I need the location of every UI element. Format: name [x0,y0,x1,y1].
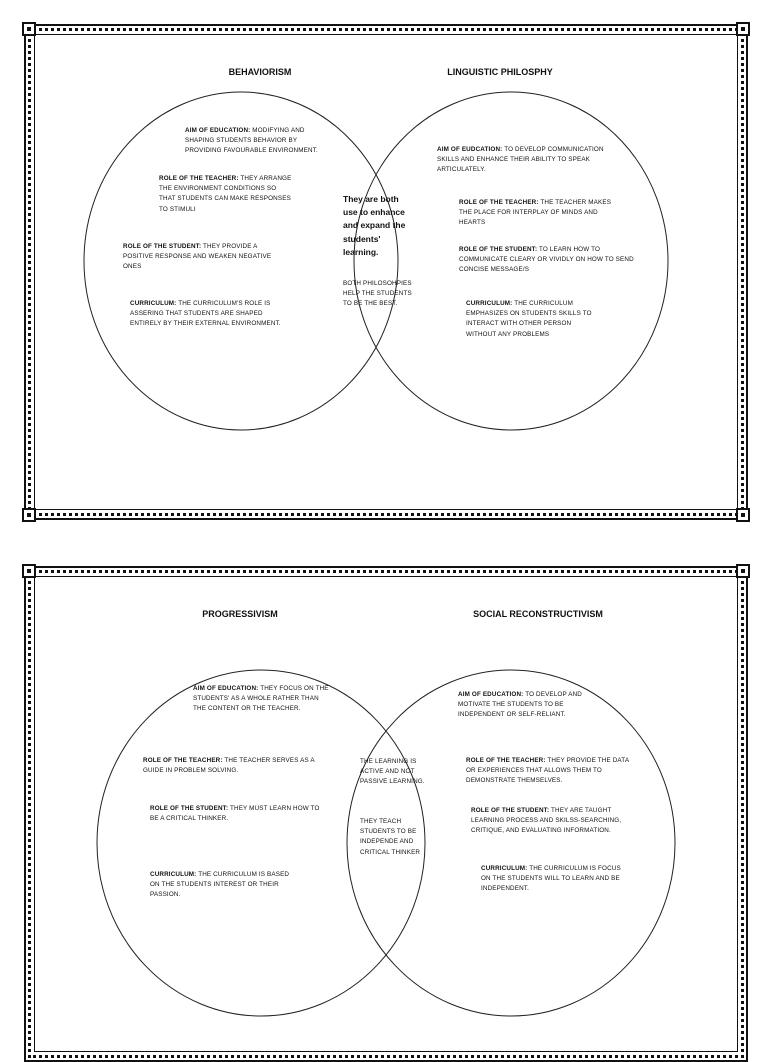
social-reconstructivism-teacher-role: ROLE OF THE TEACHER: THEY PROVIDE THE DATA OR EXPERIENCES THAT ALLOWS THEM TO DEMONSTRATE THEMSELVES. [466,757,629,785]
diagram2-intersection-note1: THE LEARNING IS ACTIVE AND NOT PASSIVE LEARNING. [360,758,425,786]
behaviorism-student-role: ROLE OF THE STUDENT: THEY PROVIDE A POSITIVE RESPONSE AND WEAKEN NEGATIVE ONES [123,243,272,271]
behaviorism-title: BEHAVIORISM [228,67,292,77]
linguistic-philosophy-title: LINGUISTIC PHILOSPHY [447,67,553,77]
diagram1-intersection-note: BOTH PHILOSOHPIES HELP THE STUDENTS TO BE THE BEST. [343,280,412,308]
behaviorism-aim: AIM OF EDUCATION: MODIFYING AND SHAPING STUDENTS BEHAVIOR BY PROVIDING FAVOURABLE ENVIRONMENT. [185,127,318,155]
linguistic-aim: AIM OF EUDCATION: TO DEVELOP COMMUNICATION SKILLS AND ENHANCE THEIR ABILITY TO SPEAK ARTICULATELY. [437,146,604,174]
linguistic-teacher-role: ROLE OF THE TEACHER: THE TEACHER MAKES THE PLACE FOR INTERPLAY OF MINDS AND HEARTS [459,199,612,227]
progressivism-title: PROGRESSIVISM [202,609,278,619]
progressivism-aim: AIM OF EDUCATION: THEY FOCUS ON THE STUDENTS' AS A WHOLE RATHER THAN THE CONTENT OR THE TEACHER. [193,685,329,713]
social-reconstructivism-curriculum: CURRICULUM: THE CURRICULUM IS FOCUS ON THE STUDENTS WILL TO LEARN AND BE INDEPENDENT. [481,865,621,893]
social-reconstructivism-student-role: ROLE OF THE STUDENT: THEY ARE TAUGHT LEARNING PROCESS AND SKILSS-SEARCHING, CRITIQUE, AND EVALUATING INFORMATION. [471,807,622,835]
social-reconstructivism-title: SOCIAL RECONSTRUCTIVISM [473,609,603,619]
progressivism-student-role: ROLE OF THE STUDENT: THEY MUST LEARN HOW TO BE A CRITICAL THINKER. [150,805,320,823]
progressivism-curriculum: CURRICULUM: THE CURRICULUM IS BASED ON THE STUDENTS INTEREST OR THEIR PASSION. [150,871,290,899]
diagram1-intersection-main: They are both use to enhance and expand the students' learning. [343,194,406,257]
behaviorism-teacher-role: ROLE OF THE TEACHER: THEY ARRANGE THE ENVIRONMENT CONDITIONS SO THAT STUDENTS CAN MAKE RESPONSES TO STIMULI [159,175,292,213]
diagram2-intersection-note2: THEY TEACH STUDENTS TO BE INDEPENDE AND CRITICAL THINKER [360,818,421,856]
social-reconstructivism-aim: AIM OF EDUCATION: TO DEVELOP AND MOTIVATE THE STUDENTS TO BE INDEPENDENT OR SELF-RELIANT. [458,691,583,719]
behaviorism-curriculum: CURRICULUM: THE CURRICULUM'S ROLE IS ASSERING THAT STUDENTS ARE SHAPED ENTIRELY BY THEIR EXTERNAL ENVIRONMENT. [130,300,281,328]
linguistic-student-role: ROLE OF THE STUDENT: TO LEARN HOW TO COMMUNICATE CLEARY OR VIVIDLY ON HOW TO SEND CONCISE MESSAGE/S [459,246,634,274]
progressivism-teacher-role: ROLE OF THE TEACHER: THE TEACHER SERVES AS A GUIDE IN PROBLEM SOLVING. [143,757,315,775]
linguistic-curriculum: CURRICULUM: THE CURRICULUM EMPHASIZES ON STUDENTS SKILLS TO INTERACT WITH OTHER PERSON WITHOUT ANY PROBLEMS [466,300,592,338]
